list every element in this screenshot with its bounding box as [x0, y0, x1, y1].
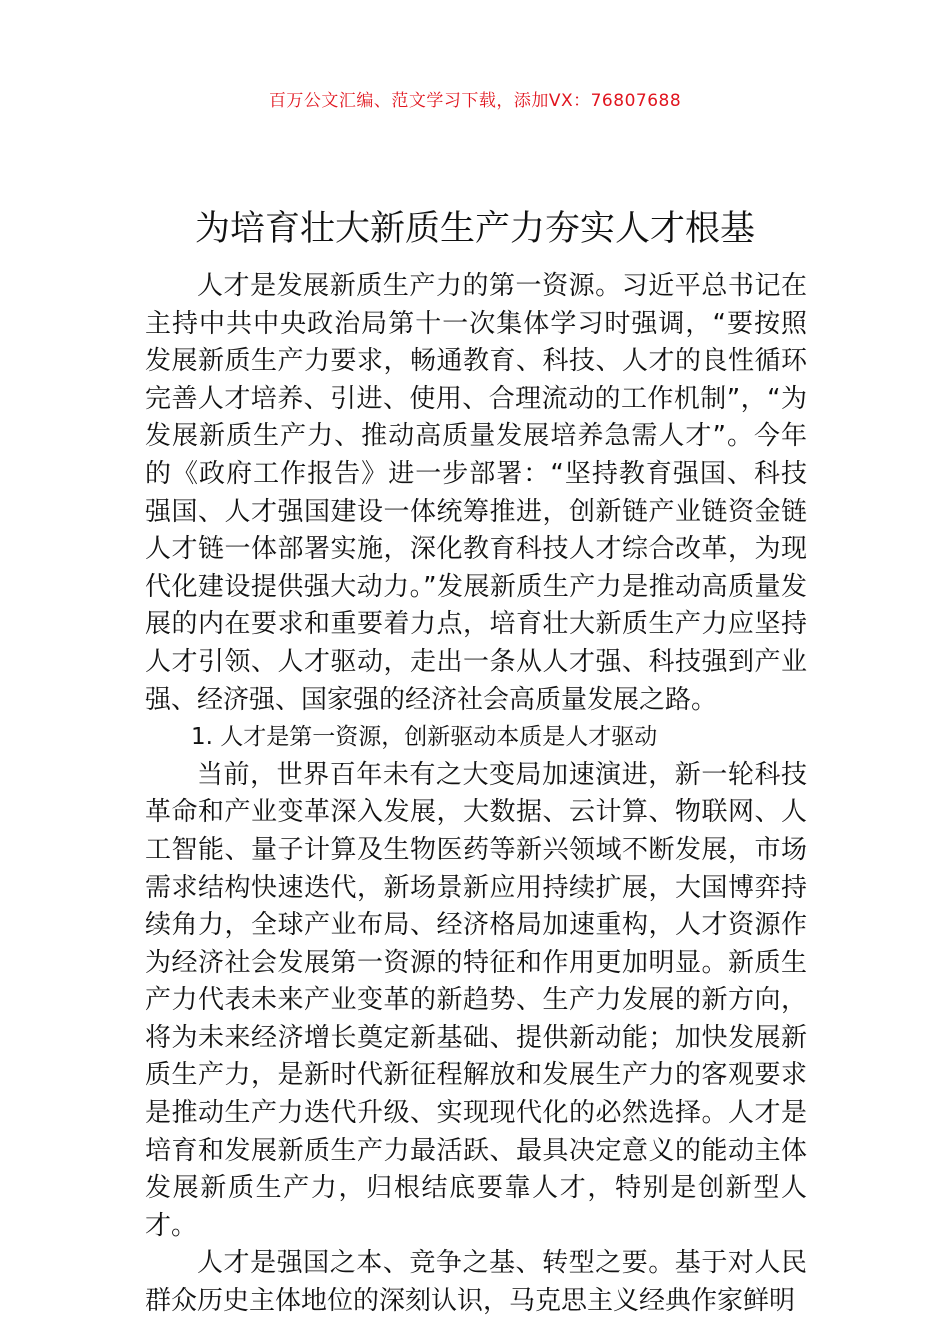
document-body [145, 268, 807, 1321]
paragraph-current-situation: 当前，世界百年未有之大变局加速演进，新一轮科技革命和产业变革深入发展，大数据、云计算、物联网、人工智能、量子计算及生物医药等新兴领域不断发展，市场需求结构快速迭代，新场景新应用持续扩展，大国博弈持续角力，全球产业布局、经济格局加速重构，人才资源作为经济社会发展第一资源的特征和作用更加明显。新质生产力代表未来产业变革的新趋势、生产力发展的新方向，将为未来经济增长奠定新基础、提供新动能；加快发展新质生产力，是新时代新征程解放和发展生产力的客观要求是推动生产力迭代升级、实现现代化的必然选择。人才是培育和发展新质生产力最活跃、最具决定意义的能动主体发展新质生产力，归根结底要靠人才，特别是创新型人才。 [145, 759, 807, 1241]
document-title: 为培育壮大新质生产力夯实人才根基 [194, 209, 755, 250]
paragraph-intro: 人才是发展新质生产力的第一资源。习近平总书记在主持中共中央政治局第十一次集体学习时强调，“要按照发展新质生产力要求，畅通教育、科技、人才的良性循环完善人才培养、引进、使用、合理流动的工作机制”，“为发展新质生产力、推动高质量发展培养急需人才”。今年的《政府工作报告》进一步部署：“坚持教育强国、科技强国、人才强国建设一体统筹推进，创新链产业链资金链人才链一体部署实施，深化教育科技人才综合改革，为现代化建设提供强大动力。”发展新质生产力是推动高质量发展的内在要求和重要着力点，培育壮大新质生产力应坚持人才引领、人才驱动，走出一条从人才强、科技强到产业强、经济强、国家强的经济社会高质量发展之路。 [145, 271, 807, 715]
section-heading: 1. 人才是第一资源，创新驱动本质是人才驱动 [191, 724, 658, 751]
header-note: 百万公文汇编、范文学习下载，添加VX：76807688 [268, 91, 682, 111]
paragraph-talent-foundation: 人才是强国之本、竞争之基、转型之要。基于对人民群众历史主体地位的深刻认识，马克思主义经典作家鲜明 [145, 1248, 807, 1317]
